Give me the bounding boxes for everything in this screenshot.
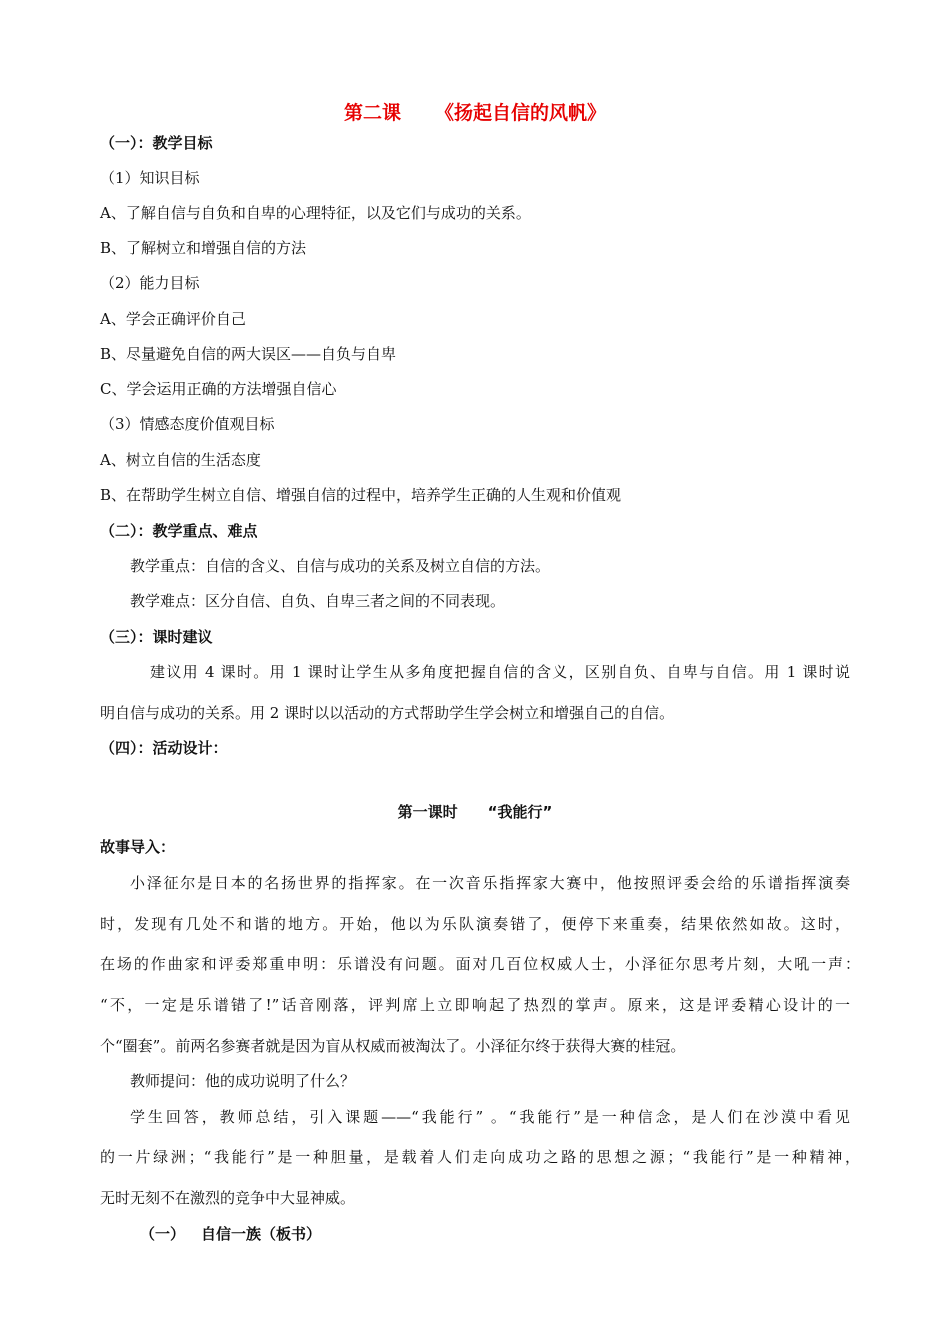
story-paragraph-line: 在场的作曲家和评委郑重申明：乐谱没有问题。面对几百位权威人士，小泽征尔思考片刻，大吼一声： (100, 955, 860, 973)
summary-paragraph-line: 无时无刻不在激烈的竞争中大显神威。 (100, 1189, 356, 1207)
board-heading (140, 1224, 321, 1244)
section-heading-hours: （三）：课时建议 (100, 628, 213, 646)
ability-item-a: A、学会正确评价自己 (100, 310, 246, 328)
hours-paragraph-line: 建议用 4 课时。用 1 课时让学生从多角度把握自信的含义，区别自负、自卑与自信。用 1 课时说 (150, 663, 850, 681)
document-title (0, 100, 950, 126)
board-number: （一） (140, 1225, 186, 1243)
board-text: 自信一族（板书） (201, 1225, 322, 1243)
title-lesson-name: 《扬起自信的风帆》 (435, 102, 607, 124)
emotion-item-a: A、树立自信的生活态度 (100, 451, 261, 469)
key-point-text: 教学重点：自信的含义、自信与成功的关系及树立自信的方法。 (130, 557, 551, 575)
section-heading-activities: （四）：活动设计： (100, 739, 228, 757)
lesson-title (0, 802, 950, 822)
summary-paragraph-line: 学生回答，教师总结，引入课题——“我能行” 。“我能行”是一种信念，是人们在沙漠中看见 (130, 1108, 850, 1126)
lesson-number: 第一课时 (397, 803, 458, 821)
ability-item-b: B、尽量避免自信的两大误区——自负与自卑 (100, 345, 397, 363)
ability-heading: （2）能力目标 (100, 274, 200, 292)
story-paragraph-line: “不，一定是乐谱错了!”话音刚落，评判席上立即响起了热烈的掌声。原来，这是评委精心设计的一 (100, 996, 850, 1014)
emotion-heading: （3）情感态度价值观目标 (100, 415, 275, 433)
knowledge-heading: （1）知识目标 (100, 169, 200, 187)
section-heading-objectives: （一）：教学目标 (100, 134, 213, 152)
teacher-question: 教师提问：他的成功说明了什么？ (130, 1072, 356, 1090)
lesson-name: “我能行” (487, 803, 553, 821)
emotion-item-b: B、在帮助学生树立自信、增强自信的过程中，培养学生正确的人生观和价值观 (100, 486, 622, 504)
section-heading-key-points: （二）：教学重点、难点 (100, 522, 258, 540)
ability-item-c: C、学会运用正确的方法增强自信心 (100, 380, 337, 398)
story-paragraph-line: 时，发现有几处不和谐的地方。开始，他以为乐队演奏错了，便停下来重奏，结果依然如故。这时， (100, 915, 850, 933)
story-paragraph-line: 小泽征尔是日本的名扬世界的指挥家。在一次音乐指挥家大赛中，他按照评委会给的乐谱指挥演奏 (130, 874, 850, 892)
summary-paragraph-line: 的一片绿洲；“我能行”是一种胆量，是载着人们走向成功之路的思想之源；“我能行”是一种精神， (100, 1148, 860, 1166)
hours-paragraph-line: 明自信与成功的关系。用 2 课时以以活动的方式帮助学生学会树立和增强自己的自信。 (100, 704, 675, 722)
knowledge-item-b: B、了解树立和增强自信的方法 (100, 239, 307, 257)
story-paragraph-line: 个“圈套”。前两名参赛者就是因为盲从权威而被淘汰了。小泽征尔终于获得大赛的桂冠。 (100, 1037, 686, 1055)
difficult-point-text: 教学难点：区分自信、自负、自卑三者之间的不同表现。 (130, 592, 506, 610)
story-heading: 故事导入： (100, 838, 176, 856)
title-lesson-number: 第二课 (343, 102, 401, 124)
knowledge-item-a: A、了解自信与自负和自卑的心理特征，以及它们与成功的关系。 (100, 204, 531, 222)
